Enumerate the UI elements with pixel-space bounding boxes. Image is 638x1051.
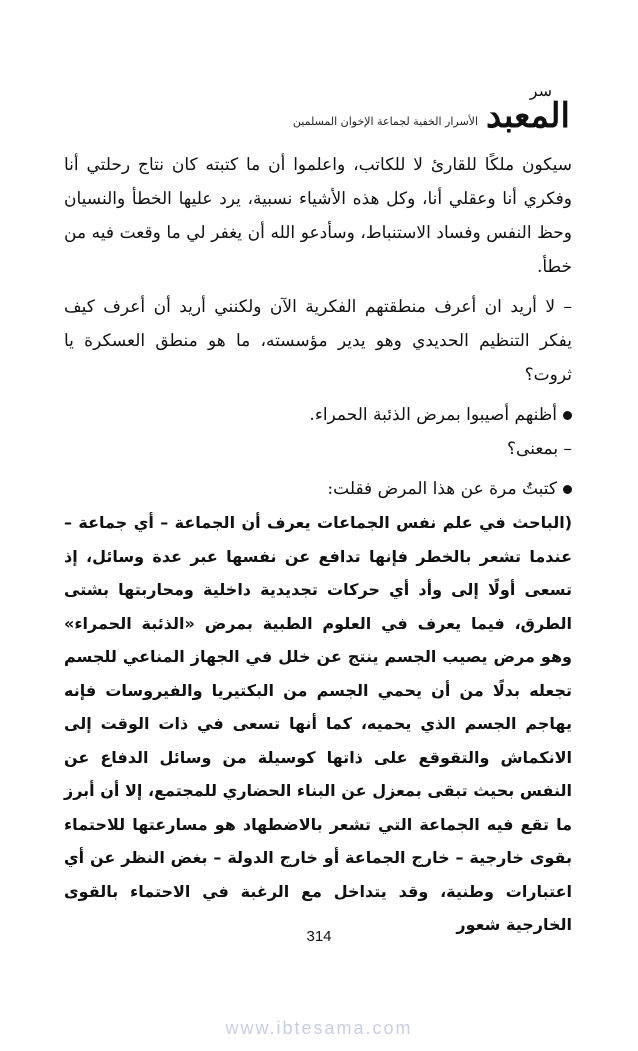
book-subtitle: الأسرار الخفية لجماعة الإخوان المسلمين [292, 115, 478, 128]
watermark: www.ibtesama.com [225, 1018, 413, 1038]
logo-small-text: سر [529, 81, 552, 100]
page-body [64, 148, 572, 942]
bullet-icon [563, 485, 572, 494]
paragraph-1: سيكون ملكًا للقارئ لا للكاتب، واعلموا أن ما كتبته كان نتاج رحلتي أنا وفكري أنا وعقلي أنا، وكل هذه الأشياء نسبية، يرد عليها الخطأ والنسيان وحظ النفس وفساد الاستنباط، وسأدعو الله أن يغفر لي ما وقعت فيه من خطأ. [64, 155, 572, 277]
quote-block: (الباحث في علم نفس الجماعات يعرف أن الجماعة – أي جماعة – عندما تشعر بالخطر فإنها تدافع عن نفسها عبر عدة وسائل، إذ تسعى أولًا إلى وأد أي حركات تجديدية داخلية ومحاربتها بشتى الطرق، فيما يعرف في العلوم الطبية بمرض «الذئبة الحمراء» وهو مرض يصيب الجسم ينتج عن خلل في الجهاز المناعي للجسم تجعله بدلًا من أن يحمي الجسم من البكتيريا والفيروسات فإنه يهاجم الجسم الذي يحميه، كما أنها تسعى في ذات الوقت إلى الانكماش والتقوقع على ذاتها كوسيلة من وسائل الدفاع عن النفس بحيث تبقى بمعزل عن البناء الحضاري للمجتمع، إلا أن أبرز ما تقع فيه الجماعة التي تشعر بالاضطهاد هو مسارعتها للاحتماء بقوى خارجية – خارج الجماعة أو خارج الدولة – بغض النظر عن أي اعتبارات وطنية، وقد يتداخل مع الرغبة في الاحتماء بالقوى الخارجية شعور [64, 513, 572, 934]
logo-main-text: المعبد [486, 96, 570, 136]
paragraph-2: – لا أريد ان أعرف منطقتهم الفكرية الآن ولكنني أريد أن أعرف كيف يفكر التنظيم الحديدي وهو يدير مؤسسته، ما هو منطق العسكرة يا ثروت؟ [64, 297, 572, 385]
paragraph-4: – بمعنى؟ [507, 439, 572, 459]
book-logo [486, 81, 570, 136]
paragraph-3 [64, 398, 572, 432]
paragraph-3-text: أظنهم أصيبوا بمرض الذئبة الحمراء. [309, 405, 557, 425]
paragraph-5-text: كتبتُ مرة عن هذا المرض فقلت: [327, 479, 557, 499]
paragraph-5 [64, 472, 572, 506]
running-header [65, 81, 570, 144]
bullet-icon [563, 411, 572, 420]
page-number: 314 [306, 928, 332, 945]
